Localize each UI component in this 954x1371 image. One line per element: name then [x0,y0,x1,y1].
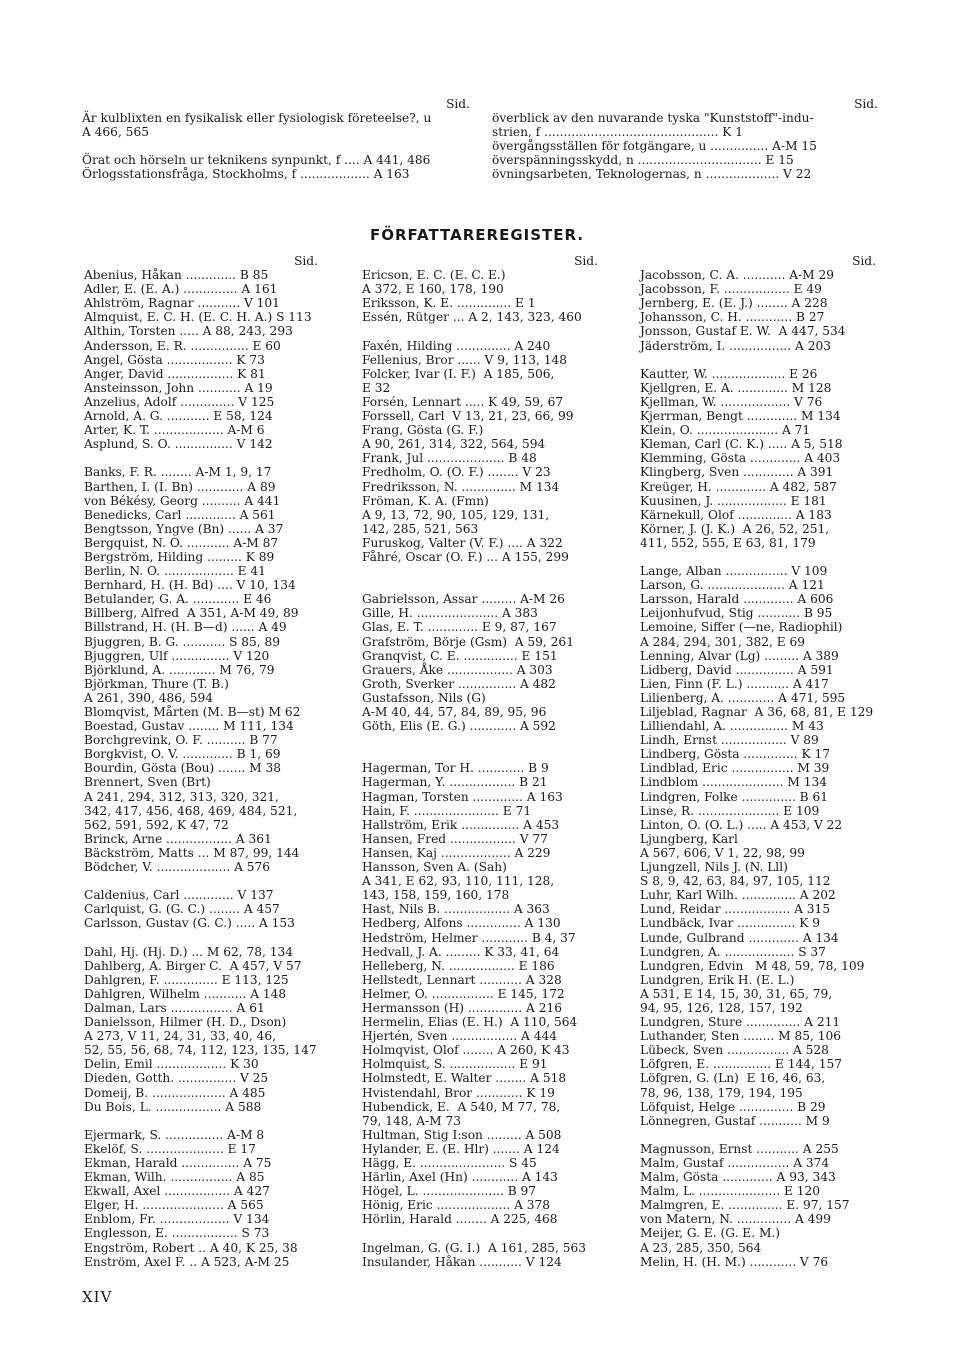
index-entry-line: Lilliendahl, A. ............... M 43 [640,719,824,734]
index-entry-line: Carlsson, Gustav (G. C.) ..... A 153 [84,916,295,931]
index-entry-line: Hvistendahl, Bror ............ K 19 [362,1085,555,1100]
index-entry-line: Betulander, G. A. ............ E 46 [84,592,272,607]
index-entry-line: A 273, V 11, 24, 31, 33, 40, 46, [84,1029,277,1044]
index-entry-line: Kreüger, H. ............. A 482, 587 [640,479,837,494]
index-entry-line: Fredholm, O. (O. F.) ........ V 23 [362,465,551,480]
index-entry-line: Lindblom ..................... M 134 [640,775,827,790]
index-entry-line: Boestad, Gustav ........ M 111, 134 [84,719,294,734]
index-entry-line: Grafström, Börje (Gsm) A 59, 261 [362,634,574,649]
index-entry-line: övningsarbeten, Teknologernas, n ................... V 22 [492,167,812,182]
index-entry-line: Hallström, Erik ............... A 453 [362,817,560,832]
index-column-1 [84,254,318,1269]
index-entry-line: Frank, Jul .................... B 48 [362,451,537,466]
index-entry-line: Bengtsson, Yngve (Bn) ...... A 37 [84,521,284,536]
index-entry-line: Ericson, E. C. (E. C. E.) [362,268,506,283]
index-entry-line: Hansen, Kaj .................. A 229 [362,845,551,860]
top-left-lines [82,111,470,181]
index-entry-line: Dahlberg, A. Birger C. A 457, V 57 [84,958,302,973]
index-entry-line: Linton, O. (O. L.) ..... A 453, V 22 [640,817,843,832]
index-entry-line: Magnusson, Ernst ........... A 255 [640,1141,839,1156]
index-entry-line: Hast, Nils B. ................. A 363 [362,902,550,917]
index-entry-line: Englesson, E. ................. S 73 [84,1226,270,1241]
index-entry-line: Ejermark, S. ............... A-M 8 [84,1127,265,1142]
index-entry-line: Ahlström, Ragnar ........... V 101 [84,296,280,311]
index-entry-line: von Matern, N. .............. A 499 [640,1212,831,1227]
index-entry-line: Björklund, A. ............ M 76, 79 [84,662,275,677]
index-entry-line: 411, 552, 555, E 63, 81, 179 [640,535,816,550]
index-entry-line: Ingelman, G. (G. I.) A 161, 285, 563 [362,1240,586,1255]
index-entry-line: 94, 95, 126, 128, 157, 192 [640,1000,803,1015]
index-entry-line: Lundgren, A. .................. S 37 [640,944,826,959]
index-entry-line: Lindgren, Folke .............. B 61 [640,789,829,804]
index-entry-line: Gille, H. ..................... A 383 [362,606,538,621]
index-entry-line: Lindberg, Gösta .............. K 17 [640,747,830,762]
spacer [362,1226,598,1240]
index-entry-line: Bourdin, Gösta (Bou) ....... M 38 [84,761,282,776]
col1-sid: Sid. [294,254,318,268]
index-entry-line: Hansen, Fred ................. V 77 [362,831,548,846]
index-entry-line: Arnold, A. G. ........... E 58, 124 [84,409,273,424]
index-entry-line: Kjellman, W. .................. V 76 [640,394,823,409]
top-right-block [492,97,878,182]
index-entry-line: Jacobsson, C. A. ........... A-M 29 [640,268,835,283]
index-entry-line: Lidberg, David ............... A 591 [640,662,834,677]
index-entry-line: Enblom, Fr. .................. V 134 [84,1212,270,1227]
index-entry-line: Hylander, E. (E. Hlr) ....... A 124 [362,1141,560,1156]
index-entry-line: Larson, G. .................... A 121 [640,578,825,593]
index-entry-line: Benedicks, Carl ............. A 561 [84,507,276,522]
index-entry-line: Linse, R. ..................... E 109 [640,803,820,818]
page-folio: XIV [82,1288,113,1306]
index-entry-line: S 8, 9, 42, 63, 84, 97, 105, 112 [640,874,831,889]
index-entry-line: Bäckström, Matts ... M 87, 99, 144 [84,845,300,860]
spacer [362,324,598,338]
index-entry-line: Hönig, Eric ................... A 378 [362,1198,551,1213]
index-entry-line: Du Bois, L. ................. A 588 [84,1099,262,1114]
spacer [84,874,318,888]
index-entry-line: Insulander, Håkan ........... V 124 [362,1254,562,1269]
index-entry-line: A 261, 390, 486, 594 [84,690,213,705]
index-entry-line: Billberg, Alfred A 351, A-M 49, 89 [84,606,299,621]
index-entry-line: Anger, David ................. K 81 [84,366,266,381]
index-entry-line: Berlin, N. O. .................. E 41 [84,564,266,579]
index-entry-line: Helleberg, N. ................. E 186 [362,958,555,973]
index-entry-line: Angel, Gösta ................. K 73 [84,352,265,367]
spacer [82,139,470,153]
index-column-2 [362,254,598,1269]
index-entry-line: Frang, Gösta (G. F.) [362,423,484,438]
index-entry-line: Hedström, Helmer ............ B 4, 37 [362,930,576,945]
index-entry-line: Göth, Elis (E. G.) ............ A 592 [362,719,556,734]
col3-lines [640,268,876,1269]
index-entry-line: Lunde, Gulbrand ............. A 134 [640,930,839,945]
index-entry-line: Jäderström, I. ................ A 203 [640,338,831,353]
index-entry-line: Lundgren, Sture .............. A 211 [640,1015,841,1030]
index-entry-line: Bergström, Hilding ......... K 89 [84,549,275,564]
index-entry-line: Hultman, Stig I:son ......... A 508 [362,1127,562,1142]
index-entry-line: Dieden, Gotth. ............... V 25 [84,1071,269,1086]
col2-sid: Sid. [574,254,598,268]
index-entry-line: Ekwall, Axel ................. A 427 [84,1184,270,1199]
index-entry-line: Hagerman, Y. ................. B 21 [362,775,548,790]
index-entry-line: Ljungzell, Nils J. (N. Lll) [640,860,788,875]
spacer [640,353,876,367]
index-entry-line: 52, 55, 56, 68, 74, 112, 123, 135, 147 [84,1043,317,1058]
index-entry-line: Klein, O. ..................... A 71 [640,423,811,438]
index-entry-line: Örat och hörseln ur teknikens synpunkt, f .... A 441, 486 [82,153,431,168]
index-column-3 [640,254,876,1269]
index-entry-line: A 567, 606, V 1, 22, 98, 99 [640,845,805,860]
spacer [640,1128,876,1142]
index-entry-line: Bergquist, N. O. ........... A-M 87 [84,535,279,550]
index-entry-line: Löfgren, G. (Ln) E 16, 46, 63, [640,1071,826,1086]
index-entry-line: Holmqvist, Olof ........ A 260, K 43 [362,1043,570,1058]
index-entry-line: Carlquist, G. (G. C.) ........ A 457 [84,902,280,917]
index-entry-line: A 466, 565 [82,125,149,140]
index-entry-line: Larsson, Harald ............. A 606 [640,592,834,607]
index-entry-line: Enström, Axel F. .. A 523, A-M 25 [84,1254,290,1269]
spacer [362,578,598,592]
index-entry-line: Borgkvist, O. V. ............. B 1, 69 [84,747,281,762]
index-entry-line: Kuusinen, J. .................. E 181 [640,493,827,508]
index-entry-line: Hagerman, Tor H. ............ B 9 [362,761,549,776]
index-entry-line: Kautter, W. ................... E 26 [640,366,818,381]
index-entry-line: Essén, Rütger ... A 2, 143, 323, 460 [362,310,582,325]
index-entry-line: Barthen, I. (I. Bn) ............ A 89 [84,479,276,494]
index-entry-line: A 241, 294, 312, 313, 320, 321, [84,789,279,804]
index-title: FÖRFATTAREREGISTER. [369,226,585,244]
index-entry-line: Liljeblad, Ragnar A 36, 68, 81, E 129 [640,705,874,719]
index-entry-line: Körner, J. (J. K.) A 26, 52, 251, [640,521,830,536]
index-entry-line: Asplund, S. O. ............... V 142 [84,437,273,452]
index-entry-line: Malm, L. ..................... E 120 [640,1184,821,1199]
index-entry-line: Malm, Gösta ............. A 93, 343 [640,1170,836,1185]
index-entry-line: A 9, 13, 72, 90, 105, 129, 131, [362,507,550,522]
index-entry-line: Johansson, C. H. ............ B 27 [640,310,825,325]
index-entry-line: Brennert, Sven (Brt) [84,775,211,790]
index-entry-line: Är kulblixten en fysikalisk eller fysiologisk företeelse?, u [82,111,432,126]
index-entry-line: Hedvall, J. A. ......... K 33, 41, 64 [362,944,560,959]
index-entry-line: Adler, E. (E. A.) .............. A 161 [84,282,278,297]
index-entry-line: Fröman, K. A. (Fmn) [362,493,489,508]
spacer [362,564,598,578]
index-entry-line: Lilienberg, A. ............ A 471, 595 [640,690,846,705]
index-entry-line: Löfgren, E. ............... E 144, 157 [640,1057,843,1072]
index-entry-line: 79, 148, A-M 73 [362,1113,462,1128]
index-entry-line: Eriksson, K. E. .............. E 1 [362,296,536,311]
index-entry-line: A 23, 285, 350, 564 [640,1240,762,1255]
index-entry-line: A 341, E 62, 93, 110, 111, 128, [362,874,555,889]
index-entry-line: Klingberg, Sven ............. A 391 [640,465,834,480]
index-entry-line: Kjerrman, Bengt ............. M 134 [640,409,841,424]
index-entry-line: von Békésy, Georg .......... A 441 [84,493,281,508]
index-entry-line: Gustafsson, Nils (G) [362,690,486,705]
index-entry-line: Engström, Robert .. A 40, K 25, 38 [84,1240,298,1255]
spacer [84,1114,318,1128]
index-entry-line: Kleman, Carl (C. K.) ..... A 5, 518 [640,437,843,452]
index-entry-line: Bjuggren, Ulf ............... V 120 [84,648,270,663]
index-entry-line: A-M 40, 44, 57, 84, 89, 95, 96 [362,705,547,719]
index-entry-line: Lönnegren, Gustaf ........... M 9 [640,1113,830,1128]
index-entry-line: Luthander, Sten ........ M 85, 106 [640,1029,841,1044]
index-entry-line: Andersson, E. R. ............... E 60 [84,338,281,353]
index-entry-line: Leijonhufvud, Stig ........... B 95 [640,606,833,621]
index-entry-line: Högel, L. ..................... B 97 [362,1184,537,1199]
index-entry-line: Jonsson, Gustaf E. W. A 447, 534 [640,324,846,339]
index-entry-line: Fåhré, Oscar (O. F.) ... A 155, 299 [362,549,569,564]
spacer [362,733,598,747]
index-entry-line: Danielsson, Hilmer (H. D., Dson) [84,1015,287,1030]
index-entry-line: Arter, K. T. .................. A-M 6 [84,423,265,438]
index-entry-line: Lübeck, Sven ................ A 528 [640,1043,829,1058]
index-entry-line: Lenning, Alvar (Lg) ......... A 389 [640,648,839,663]
index-entry-line: Anzelius, Adolf .............. V 125 [84,394,275,409]
index-entry-line: Granqvist, C. E. .............. E 151 [362,648,558,663]
index-entry-line: övergångsställen för fotgängare, u ............... A-M 15 [492,139,817,154]
index-entry-line: Groth, Sverker ............... A 482 [362,676,556,691]
index-entry-line: A 90, 261, 314, 322, 564, 594 [362,437,546,452]
index-entry-line: Härlin, Axel (Hn) ............ A 143 [362,1170,558,1185]
index-entry-line: Bödcher, V. ................... A 576 [84,860,271,875]
index-entry-line: Lundgren, Edvin M 48, 59, 78, 109 [640,958,865,973]
index-entry-line: Hägg, E. ...................... S 45 [362,1156,537,1170]
index-entry-line: 142, 285, 521, 563 [362,521,479,536]
index-entry-line: Luhr, Karl Wilh. .............. A 202 [640,888,836,903]
index-entry-line: Faxén, Hilding .............. A 240 [362,338,551,353]
spacer [84,931,318,945]
index-entry-line: A 284, 294, 301, 382, E 69 [640,634,805,649]
index-entry-line: Ekelöf, S. .................... E 17 [84,1141,256,1156]
index-entry-line: Jacobsson, F. ................. E 49 [640,282,822,297]
index-entry-line: Helmer, O. ................ E 145, 172 [362,986,565,1001]
index-entry-line: Hansson, Sven A. (Sah) [362,860,507,875]
index-entry-line: Malm, Gustaf ................ A 374 [640,1156,830,1170]
index-entry-line: Dahlgren, Wilhelm ........... A 148 [84,986,287,1001]
index-entry-line: Klemming, Gösta ............. A 403 [640,451,841,466]
spacer [84,451,318,465]
index-entry-line: 143, 158, 159, 160, 178 [362,888,510,903]
index-entry-line: Meijer, G. E. (G. E. M.) [640,1226,781,1241]
index-entry-line: Domeij, B. ................... A 485 [84,1085,266,1100]
index-entry-line: Dahlgren, F. .............. E 113, 125 [84,972,289,987]
col2-lines [362,268,598,1269]
index-entry-line: Kärnekull, Olof .............. A 183 [640,507,832,522]
index-entry-line: Örlogsstationsfråga, Stockholms, f .................. A 163 [82,167,410,182]
index-entry-line: Delin, Emil .................. K 30 [84,1057,259,1072]
index-entry-line: överblick av den nuvarande tyska "Kunststoff"-indu- [492,111,814,126]
index-entry-line: Fellenius, Bror ...... V 9, 113, 148 [362,352,567,367]
index-entry-line: Folcker, Ivar (I. F.) A 185, 506, [362,366,555,381]
index-entry-line: Hermelin, Elias (E. H.) A 110, 564 [362,1015,578,1030]
index-entry-line: Lange, Alban ................ V 109 [640,564,828,579]
index-entry-line: Holmstedt, E. Walter ........ A 518 [362,1071,567,1086]
index-entry-line: Elger, H. ..................... A 565 [84,1198,264,1213]
index-entry-line: Dahl, Hj. (Hj. D.) ... M 62, 78, 134 [84,944,294,959]
col3-sid: Sid. [852,254,876,268]
index-entry-line: Malmgren, E. .............. E. 97, 157 [640,1198,850,1213]
index-entry-line: Hedberg, Alfons .............. A 130 [362,916,561,931]
index-entry-line: Brinck, Arne ................. A 361 [84,831,272,846]
index-entry-line: Fredriksson, N. .............. M 134 [362,479,560,494]
index-entry-line: strien, f ............................................. K 1 [492,125,744,140]
index-entry-line: Ekman, Harald ............... A 75 [84,1156,272,1170]
index-entry-line: Caldenius, Carl ............. V 137 [84,888,274,903]
index-entry-line: Hellstedt, Lennart ........... A 328 [362,972,562,987]
index-entry-line: Ljungberg, Karl [640,831,738,846]
index-entry-line: Abenius, Håkan ............. B 85 [84,268,269,283]
index-entry-line: E 32 [362,380,391,395]
spacer [640,550,876,564]
index-entry-line: Billstrand, H. (H. B—d) ...... A 49 [84,620,287,635]
index-entry-line: Hjertén, Sven ................. A 444 [362,1029,557,1044]
top-right-sid: Sid. [854,97,878,111]
index-entry-line: Lundbäck, Ivar ............... K 9 [640,916,821,931]
index-entry-line: överspänningsskydd, n ................................ E 15 [492,153,794,168]
index-entry-line: Althin, Torsten ..... A 88, 243, 293 [84,324,293,339]
index-entry-line: Hermansson (H) .............. A 216 [362,1000,562,1015]
index-entry-line: Kjellgren, E. A. ............. M 128 [640,380,832,395]
index-entry-line: Björkman, Thure (T. B.) [84,676,229,691]
index-entry-line: Almquist, E. C. H. (E. C. H. A.) S 113 [84,310,312,325]
index-entry-line: Bjuggren, B. G. ........... S 85, 89 [84,634,281,649]
index-entry-line: Holmquist, S. ................. E 91 [362,1057,548,1072]
index-entry-line: 78, 96, 138, 179, 194, 195 [640,1085,803,1100]
index-entry-line: Lund, Reidar ................. A 315 [640,902,831,917]
index-entry-line: Glas, E. T. ............. E 9, 87, 167 [362,620,557,635]
index-entry-line: Lindh, Ernst ................. V 89 [640,733,819,748]
index-entry-line: Furuskog, Valter (V. F.) .... A 322 [362,535,563,550]
index-entry-line: Melin, H. (H. M.) ............ V 76 [640,1254,829,1269]
index-entry-line: A 531, E 14, 15, 30, 31, 65, 79, [640,986,833,1001]
top-right-lines [492,111,878,181]
index-entry-line: 562, 591, 592, K 47, 72 [84,817,229,832]
index-entry-line: Lemoine, Siffer (—ne, Radiophil) [640,620,843,635]
top-left-sid: Sid. [446,97,470,111]
index-entry-line: Bernhard, H. (H. Bd) .... V 10, 134 [84,578,296,593]
index-entry-line: Löfquist, Helge .............. B 29 [640,1099,826,1114]
index-entry-line: Lien, Finn (F. L.) ........... A 417 [640,676,829,691]
index-entry-line: Hain, F. ...................... E 71 [362,803,532,818]
index-entry-line: Forssell, Carl V 13, 21, 23, 66, 99 [362,409,574,424]
index-entry-line: Grauers, Åke ................. A 303 [362,662,553,677]
index-entry-line: A 372, E 160, 178, 190 [362,282,504,297]
index-entry-line: Blomqvist, Mårten (M. B—st) M 62 [84,705,301,719]
index-entry-line: Ansteinsson, John ........... A 19 [84,380,273,395]
index-entry-line: Banks, F. R. ........ A-M 1, 9, 17 [84,465,272,480]
index-entry-line: Hubendick, E. A 540, M 77, 78, [362,1099,561,1114]
index-entry-line: Borchgrevink, O. F. .......... B 77 [84,733,278,748]
col1-lines [84,268,318,1269]
index-entry-line: Jernberg, E. (E. J.) ........ A 228 [640,296,828,311]
index-entry-line: Hörlin, Harald ........ A 225, 468 [362,1212,558,1227]
index-entry-line: Lundgren, Erik H. (E. L.) [640,972,795,987]
index-entry-line: Hagman, Torsten ............. A 163 [362,789,563,804]
index-entry-line: Dalman, Lars ................ A 61 [84,1000,265,1015]
index-entry-line: Lindblad, Eric ................ M 39 [640,761,830,776]
spacer [362,747,598,761]
top-left-block [82,97,470,182]
index-entry-line: Forsén, Lennart ..... K 49, 59, 67 [362,394,564,409]
index-entry-line: Ekman, Wilh. ................ A 85 [84,1170,265,1185]
index-entry-line: 342, 417, 456, 468, 469, 484, 521, [84,803,298,818]
index-entry-line: Gabrielsson, Assar ......... A-M 26 [362,592,565,607]
